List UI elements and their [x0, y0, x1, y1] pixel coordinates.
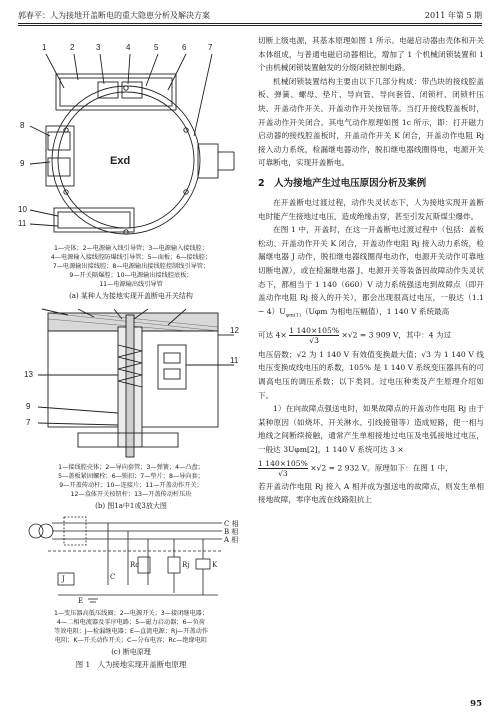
- caption-line: 7—电源输出接线腔；8—电源输出接线腔控制线引导管；: [52, 263, 210, 270]
- section-heading: 2 人为接地产生过电压原因分析及案例: [258, 177, 427, 189]
- analysis-text: 在图 1 中，开盖时，在这一开盖断电过渡过程中（包括：盖板松动、开盖动作开关 K 闭合，开盖动作电阻 Rj 接入动力系统，检漏继电器 J 动作，脱扣继电器线圈得电动作，电源开关动作可靠地切断电源），或在检漏继电器 J、电源开关等装备因故障动作失灵状态下，都相当于 1 140（660）V 动力系统强送电到故障点（即开盖动作电阻 Rj 接入的开关），都会出现很高过电压，一般达（1.1 − 4）U: [258, 225, 484, 316]
- paragraph-coefficients: 电压倍数；√2 为 1 140 V 有效值变换最大值；√3 为 1 140 V 线电压变换成线电压的系数，105% 是 1 140 V 系统变压器具有的可调高电压的调压系数；以下类同。过电压种类及产生原理介绍如下。: [258, 349, 484, 400]
- figure-a-caption: [18, 244, 244, 289]
- paragraph-case-1: 1）在向故障点强送电时，如果故障点的开盖动作电阻 Rj 由于某种原因（如烧坏、开关淋水、引线接错等）造成短路，使一相与地线之间断续接触，通常产生单相接地过电压及电弧接地过电压，一般达 3Uφm[2]，1 140 V 系统可达 3 ×: [258, 404, 484, 454]
- caption-line: 5—盖板紧固螺栓；6—锁扣；7—垫片；8—导向套；: [58, 473, 204, 480]
- figure-b-caption: [18, 463, 244, 499]
- text-column: [258, 34, 484, 507]
- caption-line: 1—壳体；2—电源输入线引导管；3—电源输入接线腔；: [53, 245, 209, 252]
- callout-5: 5: [154, 43, 159, 52]
- figure-title: 图 1 人为接地实现开盖断电原理: [75, 660, 187, 669]
- analysis-subscript: φm(1): [285, 312, 301, 319]
- callout-6: 6: [182, 43, 187, 52]
- paragraph-intro: 切断上级电源，其基本原理如图 1 所示。电磁启动器由壳体和开关本体组成，与普通电磁启动器相比，增加了 1 个机械闭锁装置和 1 个由机械闭锁装置触发的分级闭锁控制电路。: [258, 36, 484, 73]
- figure-c-circuit: [18, 515, 244, 607]
- label-j: J: [62, 575, 65, 583]
- label-rj: Rj: [182, 561, 190, 569]
- caption-line: 12—盒体开关按钮杆；13—开盖传动杆压块: [70, 491, 192, 498]
- figure-column: [18, 32, 244, 670]
- formula-1-denominator: √3: [309, 335, 319, 345]
- exd-logo: Exd: [110, 155, 131, 167]
- label-k: K: [212, 561, 218, 569]
- figure-c-component-labels: [61, 561, 218, 605]
- figure-b-label: (b) 图1a中1或3放大图: [95, 502, 167, 510]
- analysis-tail: （Uφm 为相电压幅值），1 140 V 系统最高: [300, 306, 450, 316]
- caption-line: 9—开关隔爆腔；10—电源输出接线腔底板；: [69, 272, 193, 279]
- callout-7: 7: [208, 43, 213, 52]
- callout-10: 10: [18, 205, 27, 214]
- paragraph-case-1-continued: 若开盖动作电阻 Rj 接入 A 相并成为强送电的故障点，则发生单相接地故障，零序电流在线路阻抗上: [258, 481, 484, 505]
- figure-b-drawing: [18, 305, 244, 461]
- label-e: E: [78, 597, 84, 605]
- paragraph-analysis: [258, 223, 484, 323]
- figure-c-phase-labels: [223, 519, 239, 544]
- formula-2-fraction: [258, 459, 308, 478]
- caption-line: 4—二相电流器及零序电路；5—磁力启动器；6—负荷: [57, 619, 205, 626]
- caption-line: 电阻；K—开关动作开关；C—分布电容；Rc—绝缘电阻: [54, 637, 208, 644]
- caption-line: 1—变压器高低压线圈；2—电源开关；3—接闭继电器；: [53, 610, 209, 617]
- caption-line: 4—电源输入接线腔防爆线引导管；5—面板；6—接线腔；: [50, 254, 212, 261]
- formula-line-2: [258, 459, 484, 478]
- figure-c-label: (c) 断电原理: [111, 648, 151, 656]
- header-rule-thick: [18, 23, 482, 24]
- caption-line: 11—电源输出线引导管: [99, 281, 163, 288]
- figure-a-drawing: [18, 32, 244, 242]
- caption-line: 1—接线腔壳体；2—导向套管；3—弹簧；4—凸盘；: [58, 464, 204, 471]
- header-title: 郭春平：人为接地开盖断电的重大隐患分析及解决方案: [18, 10, 210, 20]
- callout-9: 9: [20, 159, 25, 168]
- phase-c-label: C 相: [224, 520, 239, 528]
- b-callout-9: 9: [26, 402, 31, 411]
- figure-a-left-callouts: [18, 121, 27, 228]
- formula-2-denominator: √3: [278, 468, 288, 478]
- formula-1-numerator: 1 140×105%: [289, 325, 340, 335]
- formula-2-numerator: 1 140×105%: [258, 458, 308, 468]
- running-header: [18, 8, 482, 22]
- b-callout-12: 12: [230, 326, 239, 335]
- formula-1-fraction: [289, 326, 339, 345]
- callout-4: 4: [126, 43, 131, 52]
- formula-2-suffix: ×√2 = 2 932 V。原理如下：在图 1 中，: [310, 463, 453, 473]
- formula-1-prefix: 可达 4×: [258, 330, 287, 340]
- formula-1-suffix: ×√2 = 3 909 V，其中：4 为过: [341, 330, 452, 340]
- figure-a-top-callouts: [42, 43, 213, 52]
- phase-b-label: B 相: [224, 528, 239, 536]
- page-number: 95: [470, 699, 482, 709]
- callout-3: 3: [96, 43, 101, 52]
- callout-8: 8: [20, 121, 25, 130]
- caption-line: 9—开盖传动杆；10—连接片；11—开盖动作开关；: [59, 482, 203, 489]
- b-callout-7: 7: [26, 418, 31, 427]
- paragraph-overview: 在开盖断电过渡过程，动作失灵状态下，人为接地实现开盖断电时能产生接地过电压，造成绝缘击穿，甚至引发瓦斯煤尘爆炸。: [258, 197, 484, 221]
- header-rule-thin: [18, 25, 482, 26]
- figure-a-label: (a) 某种人为接地实现开盖断电开关结构: [69, 292, 193, 300]
- paragraph-mechanism: 机械闭锁装置结构主要由以下几部分构成：带凸块的接线腔盖板、弹簧、螺母、垫片、导向管、导向套管、闭锁杆、闭锁杆压块、开盖动作开关、开盖动作开关按钮等。当打开接线腔盖板时，开盖动作开关闭合。其电气动作原理如图 1c 所示，即：打开磁力启动器的接线腔盖板时，开盖动作开关 K 闭合，开盖动作电阻 Rj 接入动力系统，检漏继电器动作，脱扣继电器线圈得电，电源开关可靠断电，实现开盖断电。: [258, 76, 484, 168]
- formula-line-1: [258, 326, 484, 345]
- label-c: C: [110, 573, 116, 581]
- label-rc: Rc: [130, 561, 140, 569]
- callout-2: 2: [70, 43, 75, 52]
- callout-1: 1: [42, 43, 47, 52]
- phase-a-label: A 相: [224, 536, 239, 544]
- b-callout-13: 13: [24, 370, 33, 379]
- figure-c-caption: [18, 609, 244, 645]
- header-issue: 2011 年第 5 期: [424, 10, 482, 20]
- callout-11: 11: [18, 219, 27, 228]
- caption-line: 等效电阻；J—检漏继电器；E—直流电源；Rj—开盖动作: [53, 628, 209, 635]
- b-callout-11: 11: [230, 356, 239, 365]
